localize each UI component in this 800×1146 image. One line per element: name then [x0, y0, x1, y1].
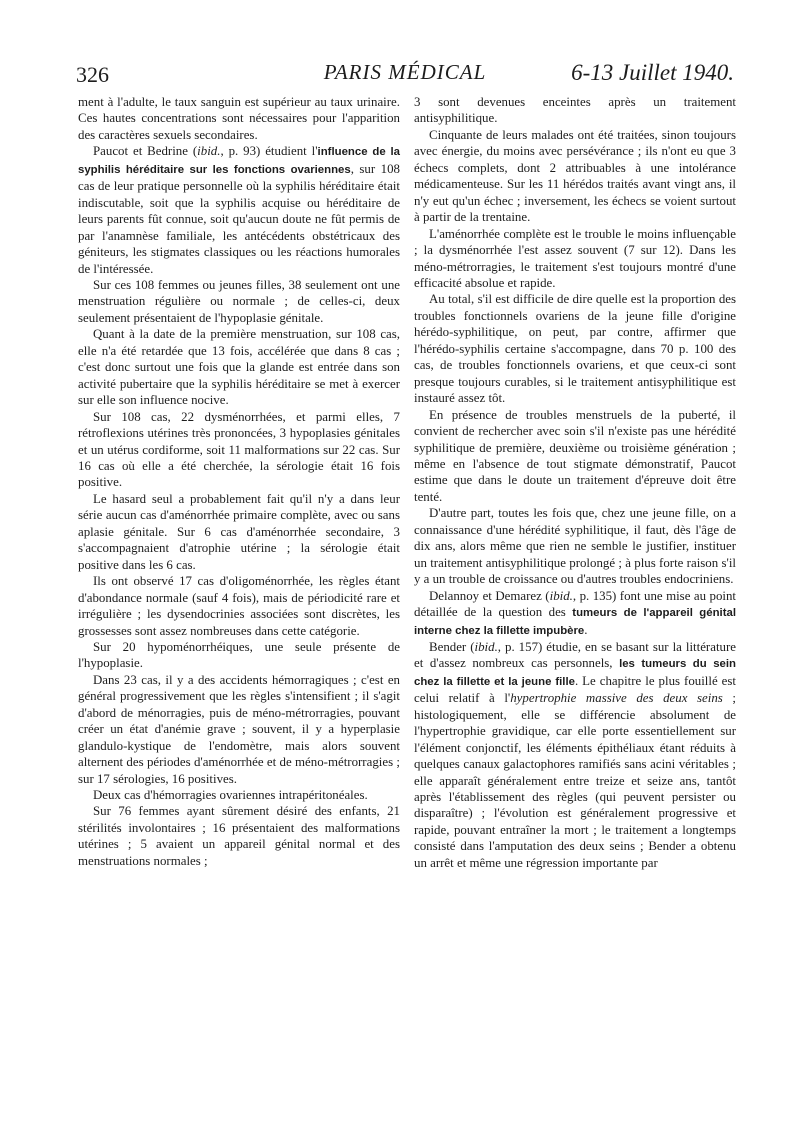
paragraph: Ils ont observé 17 cas d'oligoménorrhée, les règles étant d'abondance normale (sauf 4 fois), mais de périodicité rare et irrégulière ; les dysendocrinies associées sont discrètes, les grossesses sont assez nombreuses dans cette catégorie.	[78, 574, 400, 638]
paragraph: Bender (ibid., p. 157) étudie, en se basant sur la littérature et d'assez nombreux cas personnels, les tumeurs du sein chez la fillette et la jeune fille. Le chapitre le plus fouillé est celui relatif à l'hypertrophie massive des deux seins ; histologiquement, elle se différencie absolument de l'hypertrophie gravidique, car elle porte essentiellement sur l'élément conjonctif, les éléments épithéliaux étant réduits à quelques canaux galactophores ramifiés sans acini véritables ; elle apparaît généralement entre treize et seize ans, tantôt après l'établissement des règles (qui peuvent persister ou disparaître) ; l'évolution est généralement progressive et rapide, pouvant entraîner la mort ; le traitement a longtemps consisté dans l'amputation des deux seins ; Bender a obtenu un arrêt et même une régression importante par	[414, 639, 737, 870]
paragraph: ment à l'adulte, le taux sanguin est supérieur au taux urinaire. Ces hautes concentrations sont nécessaires pour l'apparition des caractères sexuels secondaires.	[78, 95, 400, 142]
bold-topic: tumeurs de l'appareil génital interne chez la fillette impubère	[414, 607, 736, 637]
paragraph: 3 sont devenues enceintes après un traitement antisyphilitique.	[414, 95, 736, 126]
page-number: 326	[76, 62, 109, 87]
paragraph: Sur ces 108 femmes ou jeunes filles, 38 seulement ont une menstruation régulière ou normale ; de celles-ci, deux seulement présentaient de l'hypoplasie génitale.	[78, 277, 400, 325]
journal-title: PARIS MÉDICAL	[323, 60, 487, 84]
paragraph: Delannoy et Demarez (ibid., p. 135) font une mise au point détaillée de la question des tumeurs de l'appareil génital interne chez la fillette impubère.	[414, 588, 736, 637]
page-header	[76, 58, 734, 92]
paragraph: Quant à la date de la première menstruation, sur 108 cas, elle n'a été retardée que 13 fois, accélérée que dans 8 cas ; c'est donc surtout une fois que la glande est entrée dans son activité pubertaire que la syphilis héréditaire se met à exercer sur elle son influence nocive.	[78, 327, 400, 408]
paragraph: Cinquante de leurs malades ont été traitées, sinon toujours avec énergie, du moins avec persévérance ; ils n'ont eu que 3 échecs complets, dont 2 attribuables à une intolérance médicamenteuse. Sur les 11 hérédos traités avant vingt ans, il n'y eut qu'un échec ; inversement, les échecs se voient surtout à partir de la trentaine.	[414, 127, 736, 225]
paragraph: D'autre part, toutes les fois que, chez une jeune fille, on a connaissance d'une hérédité syphilitique, il faut, dès l'âge de dix ans, alors même que rien ne semble le justifier, instituer un traitement antisyphilitique prolongé ; à plus forte raison s'il y a un trouble de croissance ou d'autres troubles endocriniens.	[414, 506, 736, 587]
paragraph: Sur 108 cas, 22 dysménorrhées, et parmi elles, 7 rétroflexions utérines très prononcées, 3 hypoplasies génitales et un utérus cordiforme, soit 11 malformations sur 22 cas. Sur 16 cas où elle a été cherchée, la sérologie était 16 fois positive.	[78, 409, 400, 490]
right-column	[414, 94, 736, 871]
paragraph: Sur 76 femmes ayant sûrement désiré des enfants, 21 stérilités involontaires ; 16 présentaient des malformations utérines ; 5 avaient un appareil génital normal et des menstruations normales ;	[78, 804, 400, 868]
paragraph: Au total, s'il est difficile de dire quelle est la proportion des troubles fonctionnels ovariens de la jeune fille d'origine hérédo-syphilitique, on peut, par contre, affirmer que l'hérédo-syphilis certaine s'accompagne, dans 70 p. 100 des cas, de troubles fonctionnels ovariens, et que ceux-ci sont presque toujours curables, si le traitement antisyphilitique est instauré assez tôt.	[414, 292, 736, 406]
issue-date: 6-13 Juillet 1940.	[571, 60, 734, 85]
left-column	[78, 94, 400, 869]
paragraph: Sur 20 hypoménorrhéiques, une seule présente de l'hypoplasie.	[78, 639, 400, 671]
paragraph: Deux cas d'hémorragies ovariennes intrapéritonéales.	[93, 788, 368, 803]
bold-topic: influence de la syphilis héréditaire sur les fonctions ovariennes	[78, 146, 400, 176]
paragraph: Dans 23 cas, il y a des accidents hémorragiques ; c'est en général progressivement que les règles s'intensifient ; il s'agit d'abord de ménorragies, puis de méno-métrorragies, pouvant créer un état d'anémie grave ; souvent, il y a hyperplasie glandulo-kystique de l'endomètre, mais alors souvent alternent des périodes d'aménorrhée et de méno-métrorragies ; sur 17 sérologies, 16 positives.	[78, 672, 400, 786]
paragraph: Paucot et Bedrine (ibid., p. 93) étudient l'influence de la syphilis héréditaire sur les fonctions ovariennes, sur 108 cas de leur pratique personnelle où la syphilis héréditaire était indiscutable, soit que la syphilis acquise ou héréditaire de leurs parents fût connue, soit qu'aucun doute ne fût permis de par l'anamnèse familiale, les antécédents obstétricaux des géniteurs, les stigmates classiques ou les réactions humorales de l'intéressée.	[78, 144, 400, 276]
paragraph: L'aménorrhée complète est le trouble le moins influençable ; la dysménorrhée l'est assez souvent (7 sur 12). Dans les méno-métrorragies, le traitement s'est toujours montré d'une efficacité absolue et rapide.	[414, 226, 736, 290]
paragraph: Le hasard seul a probablement fait qu'il n'y a dans leur série aucun cas d'aménorrhée primaire complète, avec ou sans aplasie génitale. Sur 6 cas d'aménorrhée secondaire, 3 s'accompagnaient d'atrophie utérine ; la sérologie était positive dans les 6 cas.	[78, 491, 400, 572]
paragraph: En présence de troubles menstruels de la puberté, il convient de rechercher avec soin s'il n'existe pas une hérédité syphilitique de première, deuxième ou troisième génération ; même en l'absence de tout stigmate démonstratif, Paucot estime que dans le doute un traitement d'épreuve doit être tenté.	[414, 407, 736, 504]
bold-topic: les tumeurs du sein chez la fillette et la jeune fille	[414, 658, 736, 688]
